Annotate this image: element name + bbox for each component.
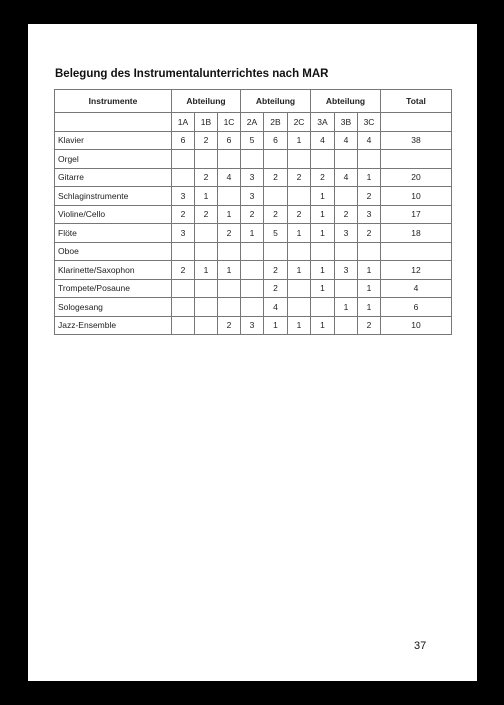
table-cell (381, 113, 452, 132)
value-cell: 2 (311, 168, 335, 187)
value-cell: 2 (358, 316, 381, 335)
value-cell (218, 279, 241, 298)
value-cell (172, 168, 195, 187)
value-cell: 1 (335, 298, 358, 317)
page-title: Belegung des Instrumentalunterrichtes nach MAR (55, 68, 329, 80)
value-cell (195, 242, 218, 261)
subheader-cell: 2A (241, 113, 264, 132)
table-row (55, 168, 452, 187)
value-cell: 5 (241, 131, 264, 150)
value-cell: 2 (218, 224, 241, 243)
value-cell: 3 (241, 168, 264, 187)
table-cell (55, 113, 172, 132)
instrument-name-cell: Gitarre (55, 168, 172, 187)
value-cell: 2 (288, 205, 311, 224)
value-cell (218, 242, 241, 261)
value-cell: 2 (195, 168, 218, 187)
value-cell: 4 (218, 168, 241, 187)
value-cell: 2 (264, 261, 288, 280)
value-cell (335, 150, 358, 169)
value-cell: 3 (335, 261, 358, 280)
table-row (55, 131, 452, 150)
value-cell: 3 (241, 187, 264, 206)
value-cell: 4 (335, 168, 358, 187)
value-cell: 6 (218, 131, 241, 150)
value-cell: 2 (218, 316, 241, 335)
column-header-abteilung: Abteilung (241, 90, 311, 113)
value-cell (172, 298, 195, 317)
value-cell: 2 (264, 205, 288, 224)
table-header-row (55, 90, 452, 113)
total-cell: 6 (381, 298, 452, 317)
value-cell (218, 298, 241, 317)
value-cell: 2 (358, 187, 381, 206)
value-cell (335, 279, 358, 298)
total-cell (381, 150, 452, 169)
instrument-name-cell: Jazz-Ensemble (55, 316, 172, 335)
table-row (55, 150, 452, 169)
instrument-name-cell: Oboe (55, 242, 172, 261)
total-cell (381, 242, 452, 261)
value-cell: 2 (195, 205, 218, 224)
value-cell (195, 224, 218, 243)
value-cell (358, 150, 381, 169)
subheader-cell: 2B (264, 113, 288, 132)
table-row (55, 224, 452, 243)
total-cell: 12 (381, 261, 452, 280)
value-cell: 3 (358, 205, 381, 224)
value-cell: 3 (172, 187, 195, 206)
value-cell (195, 279, 218, 298)
value-cell: 1 (264, 316, 288, 335)
value-cell: 2 (241, 205, 264, 224)
table-row (55, 279, 452, 298)
value-cell: 1 (218, 261, 241, 280)
value-cell: 4 (311, 131, 335, 150)
subheader-cell: 3A (311, 113, 335, 132)
value-cell: 4 (335, 131, 358, 150)
value-cell (195, 298, 218, 317)
value-cell (335, 316, 358, 335)
value-cell: 6 (264, 131, 288, 150)
value-cell (241, 242, 264, 261)
value-cell (241, 279, 264, 298)
value-cell: 1 (241, 224, 264, 243)
value-cell: 1 (218, 205, 241, 224)
value-cell: 1 (311, 205, 335, 224)
instrument-name-cell: Orgel (55, 150, 172, 169)
value-cell (311, 242, 335, 261)
value-cell (172, 150, 195, 169)
value-cell: 1 (311, 261, 335, 280)
subheader-cell: 3C (358, 113, 381, 132)
total-cell: 10 (381, 187, 452, 206)
value-cell: 2 (264, 279, 288, 298)
table-row (55, 261, 452, 280)
value-cell (195, 316, 218, 335)
subheader-row (55, 113, 452, 132)
value-cell (358, 242, 381, 261)
value-cell (335, 187, 358, 206)
subheader-cell: 1C (218, 113, 241, 132)
subheader-cell: 1A (172, 113, 195, 132)
value-cell: 2 (288, 168, 311, 187)
value-cell: 3 (335, 224, 358, 243)
value-cell (264, 187, 288, 206)
value-cell (335, 242, 358, 261)
subheader-cell: 3B (335, 113, 358, 132)
total-cell: 4 (381, 279, 452, 298)
value-cell (288, 298, 311, 317)
value-cell: 2 (172, 261, 195, 280)
instrument-name-cell: Klarinette/Saxophon (55, 261, 172, 280)
instrument-name-cell: Klavier (55, 131, 172, 150)
table-row (55, 205, 452, 224)
value-cell: 3 (241, 316, 264, 335)
table-row (55, 187, 452, 206)
total-cell: 10 (381, 316, 452, 335)
value-cell: 1 (311, 316, 335, 335)
value-cell: 1 (288, 224, 311, 243)
column-header-instruments: Instrumente (55, 90, 172, 113)
value-cell (172, 316, 195, 335)
value-cell: 3 (172, 224, 195, 243)
value-cell (288, 279, 311, 298)
value-cell: 2 (172, 205, 195, 224)
total-cell: 20 (381, 168, 452, 187)
value-cell (241, 261, 264, 280)
instrument-name-cell: Schlaginstrumente (55, 187, 172, 206)
instrument-name-cell: Trompete/Posaune (55, 279, 172, 298)
column-header-abteilung: Abteilung (172, 90, 241, 113)
value-cell (311, 150, 335, 169)
column-header-total: Total (381, 90, 452, 113)
instrument-name-cell: Flöte (55, 224, 172, 243)
value-cell (218, 187, 241, 206)
value-cell (311, 298, 335, 317)
value-cell (241, 298, 264, 317)
instrument-table (54, 89, 452, 335)
value-cell: 1 (195, 261, 218, 280)
value-cell (288, 187, 311, 206)
column-header-abteilung: Abteilung (311, 90, 381, 113)
value-cell: 4 (264, 298, 288, 317)
value-cell: 1 (288, 131, 311, 150)
total-cell: 18 (381, 224, 452, 243)
value-cell (172, 242, 195, 261)
value-cell (241, 150, 264, 169)
table-row (55, 316, 452, 335)
value-cell (288, 242, 311, 261)
value-cell: 1 (288, 261, 311, 280)
value-cell: 1 (311, 279, 335, 298)
value-cell: 1 (358, 298, 381, 317)
value-cell: 1 (358, 168, 381, 187)
instrument-name-cell: Violine/Cello (55, 205, 172, 224)
value-cell: 5 (264, 224, 288, 243)
subheader-cell: 2C (288, 113, 311, 132)
value-cell (218, 150, 241, 169)
instrument-name-cell: Sologesang (55, 298, 172, 317)
value-cell: 6 (172, 131, 195, 150)
subheader-cell: 1B (195, 113, 218, 132)
value-cell: 1 (311, 224, 335, 243)
table-row (55, 298, 452, 317)
value-cell: 2 (195, 131, 218, 150)
value-cell: 1 (311, 187, 335, 206)
value-cell: 1 (288, 316, 311, 335)
total-cell: 38 (381, 131, 452, 150)
value-cell: 1 (195, 187, 218, 206)
document-page (28, 24, 477, 681)
total-cell: 17 (381, 205, 452, 224)
value-cell: 1 (358, 279, 381, 298)
value-cell (195, 150, 218, 169)
value-cell: 2 (358, 224, 381, 243)
value-cell (288, 150, 311, 169)
value-cell: 2 (335, 205, 358, 224)
value-cell: 2 (264, 168, 288, 187)
page-number: 37 (414, 640, 427, 652)
value-cell: 1 (358, 261, 381, 280)
table-row (55, 242, 452, 261)
value-cell (172, 279, 195, 298)
value-cell (264, 242, 288, 261)
value-cell (264, 150, 288, 169)
value-cell: 4 (358, 131, 381, 150)
